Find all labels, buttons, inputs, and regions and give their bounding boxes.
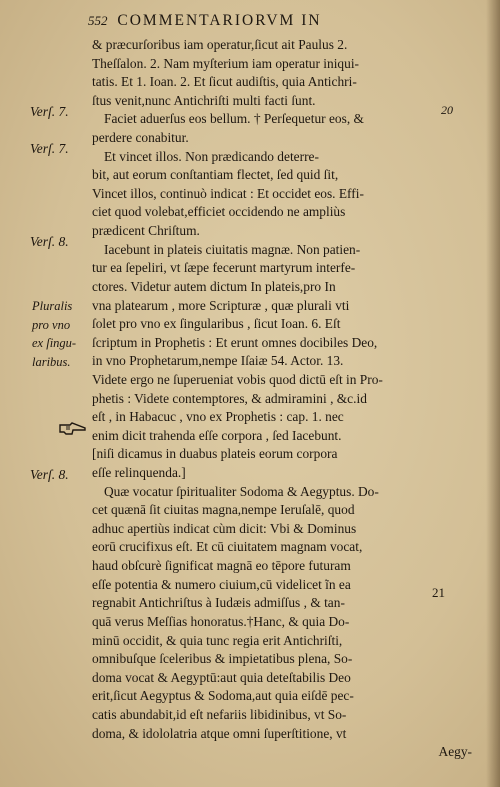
- right-margin-number: 21: [432, 585, 445, 600]
- text-line: Theſſalon. 2. Nam myſterium iam operatur iniqui-: [92, 55, 360, 71]
- text-line: regnabit Antichriſtus à Iudæis admiſſus , & tan-: [92, 595, 345, 611]
- verse-marker: Verſ. 8.: [30, 234, 69, 249]
- text-line: bit, aut eorum conſtantiam flectet, ſed quid ſit,: [92, 167, 339, 183]
- text-line: eſſe relinquenda.]: [92, 465, 186, 481]
- text-line: & præcurſoribus iam operatur,ſicut ait Paulus 2.: [92, 37, 348, 52]
- text-line: Vincet illos, continuò indicat : Et occidet eos. Effi-: [92, 185, 364, 201]
- page-number: 552: [88, 13, 108, 28]
- text-line: enim dicit trahenda eſſe corpora , ſed Iacebunt.: [92, 427, 342, 443]
- text-line: prædicent Chriſtum.: [92, 223, 200, 239]
- text-line: eorū crucifixus eſt. Et cū ciuitatem magnam vocat,: [92, 539, 363, 555]
- verse-marker: Verſ. 7.: [30, 104, 69, 119]
- text-line: erit,ſicut Aegyptus & Sodoma,aut quia eiſdē pec-: [92, 688, 354, 704]
- verse-marker: Verſ. 8.: [30, 467, 69, 482]
- running-title: COMMENTARIORVM IN: [117, 12, 322, 29]
- text-line: Faciet aduerſus eos bellum. † Perſequetur eos, &: [104, 111, 364, 127]
- text-line: adhuc apertiùs indicat cùm dicit: Vbi & Dominus: [92, 520, 357, 536]
- text-line: minū occidit, & quia tunc regia erit Antichriſti,: [92, 632, 343, 648]
- running-header: [88, 12, 488, 34]
- text-line: phetis : Videte contemptores, & admiramini , &c.id: [92, 390, 367, 406]
- margin-note-line: ex ſingu-: [32, 336, 77, 351]
- text-line: Quæ vocatur ſpiritualiter Sodoma & Aegyptus. Do-: [104, 483, 379, 499]
- text-line: Iacebunt in plateis ciuitatis magnæ. Non patien-: [104, 241, 361, 257]
- text-line: haud obſcurè ſignificat magnā eo tēpore futuram: [92, 558, 351, 574]
- text-line: perdere conabitur.: [92, 130, 189, 146]
- verse-marker: Verſ. 7.: [30, 141, 69, 156]
- text-line: Et vincet illos. Non prædicando deterre-: [104, 148, 319, 164]
- text-line: ſtus venit,nunc Antichriſti multi facti ſunt.: [92, 92, 316, 108]
- text-line: ctores. Videtur autem dictum In plateis,pro In: [92, 278, 336, 294]
- body-text: [92, 36, 482, 762]
- text-line: [niſi dicamus in duabus plateis eorum corpora: [92, 446, 338, 462]
- catchword: Aegy-: [438, 744, 472, 760]
- text-line: ſcriptum in Prophetis : Et erunt omnes docibiles Deo,: [92, 334, 378, 350]
- margin-note-line: laribus.: [32, 354, 71, 369]
- text-line: omnibuſque ſceleribus & impietatibus plena, So-: [92, 651, 353, 667]
- margin-note-line: pro vno: [32, 317, 71, 332]
- pointing-hand-icon: [58, 421, 88, 437]
- text-line: doma, & idololatria atque omni ſuperſtitione, vt: [92, 725, 347, 741]
- text-line: in vno Prophetarum,nempe Iſaiæ 54. Actor. 13.: [92, 353, 344, 369]
- text-line: Videte ergo ne ſuperueniat vobis quod dictū eſt in Pro-: [92, 371, 383, 387]
- text-line: catis abundabit,id eſt nefariis libidinibus, vt So-: [92, 706, 347, 722]
- text-line: eſt , in Habacuc , vno ex Prophetis : cap. 1. nec: [92, 409, 344, 425]
- margin-note: [32, 297, 76, 371]
- page-edge-shadow: [486, 0, 500, 787]
- margin-note-line: Pluralis: [32, 299, 73, 313]
- text-line: doma vocat & Aegyptū:aut quia deteſtabilis Deo: [92, 669, 351, 685]
- right-margin-number: 20: [441, 103, 453, 117]
- text-line: quā verus Meſſias honoratus.†Hanc, & quia Do-: [92, 613, 350, 629]
- text-line: ciet quod volebat,efficiet occidendo ne ampliùs: [92, 204, 346, 220]
- text-line: eſſe potentia & numero ciuium,cū videlicet ĩn ea: [92, 576, 351, 592]
- text-line: tur ea ſepeliri, vt ſæpe fecerunt martyrum interfe-: [92, 260, 356, 276]
- text-line: ſolet pro vno ex ſingularibus , ſicut Ioan. 6. Eſt: [92, 316, 341, 332]
- text-line: vna platearum , more Scripturæ , quæ plurali vti: [92, 297, 350, 313]
- text-line: cet quænā ſit ciuitas magna,nempe Ieruſalē, quod: [92, 502, 355, 518]
- text-line: tatis. Et 1. Ioan. 2. Et ſicut audiſtis, quia Antichri-: [92, 74, 357, 90]
